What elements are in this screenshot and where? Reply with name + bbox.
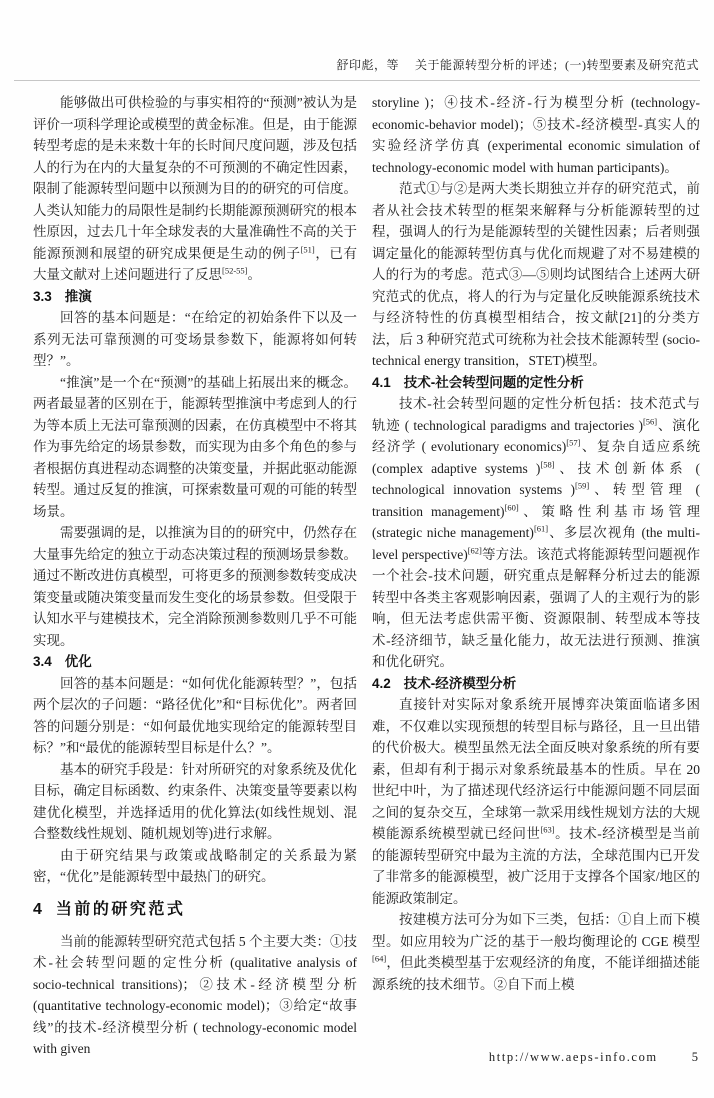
section-title: 技术-社会转型问题的定性分析 [403, 374, 584, 390]
citation-ref: [60] [504, 502, 519, 512]
citation-ref: [51] [300, 244, 315, 254]
section-number: 4.1 [372, 374, 391, 390]
citation-ref: [58] [540, 459, 555, 469]
right-column [372, 92, 700, 1060]
page-number: 5 [691, 1050, 698, 1064]
paragraph: “推演”是一个在“预测”的基础上拓展出来的概念。两者最显著的区别在于，能源转型推演中考虑到人的行为等本质上无法可靠预测的因素，在仿真模型中不将其作为事先给定的场景参数，而实现为由多个角色的参与者根据仿真进程动态调整的决策变量，并据此驱动能源转型。通过反复的推演，可探索数量可观的可能的转型场景。 [33, 374, 357, 519]
paragraph: 回答的基本问题是：“在给定的初始条件下以及一系列无法可靠预测的可变场景参数下，能源将如何转型？”。 [33, 310, 357, 368]
section-title: 技术-经济模型分析 [403, 675, 517, 691]
footer-url: http://www.aeps-info.com [488, 1050, 658, 1064]
section-title: 优化 [64, 654, 92, 669]
header-divider [14, 80, 700, 81]
citation-ref: [59] [575, 480, 590, 491]
citation-ref: [56] [642, 416, 658, 426]
running-head [14, 56, 699, 73]
section-heading [33, 651, 357, 673]
section-number: 4 [33, 900, 42, 918]
paragraph: storyline )；④技术-经济-行为模型分析 (technology-economic-behavior model)；⑤技术-经济模型-真实人的实验经济学仿真 (experimental economic simulation of technology-economic model with human participants)。 [372, 95, 700, 175]
paragraph: 范式①与②是两大类长期独立并存的研究范式，前者从社会技术转型的框架来解释与分析能源转型的过程，强调人的行为是能源转型的关键性因素；后者则强调定量化的能源转型仿真与优化而规避了对不易建模的人的行为的考虑。范式③—⑤则均试图结合上述两大研究范式的优点，将人的行为与定量化反映能源系统技术与经济特性的仿真模型相结合，按文献[21]的分类方法，后 3 种研究范式可统称为社会技术能源转型 (socio-technical energy transition，STET)模型。 [372, 181, 700, 368]
running-head-authors: 舒印彪，等 [336, 58, 399, 72]
paragraph: 技术-社会转型问题的定性分析包括：技术范式与轨迹 ( technological paradigms and trajectories )[56]、演化经济学 ( evolutionary economics)[57]、复杂自适应系统 (complex adaptive systems )[58]、技术创新体系 ( technological innovation systems )[59]、转型管理 ( transition management)[60]、策略性利基市场管理 (strategic niche management)[61]、多层次视角 (the multi-level perspective)[62]等方法。该范式将能源转型问题视作一个社会-技术问题，研究重点是解释分析过去的能源转型中各类主客观影响因素，强调了人的主观行为的影响，但无法考虑供需平衡、资源限制、转型成本等技术-经济细节，缺乏量化能力，故无法进行预测、推演和优化研究。 [372, 396, 701, 669]
article-body [33, 92, 700, 1060]
paragraph: 直接针对实际对象系统开展博弈决策面临诸多困难，不仅难以实现预想的转型目标与路径，且一旦出错的代价极大。模型虽然无法全面反映对象系统的所有要素，但却有利于揭示对象系统最基本的性质。早在 20 世纪中叶，为了描述现代经济运行中能源问题不同层面之间的复杂交互，全球第一款采用线性规划方法的大规模能源系统模型就已经问世[63]。技术-经济模型是当前的能源转型研究中最为主流的方法，全球范围内已开发了非常多的能源模型，被广泛用于支撑各个国家/地区的能源政策制定。 [372, 697, 701, 906]
section-title: 推演 [64, 288, 92, 304]
citation-ref: [63] [540, 824, 555, 835]
left-column [33, 92, 357, 1060]
paragraph: 基本的研究手段是：针对所研究的对象系统及优化目标，确定目标函数、约束条件、决策变量等要素以构建优化模型，并选择适用的优化算法(如线性规划、混合整数线性规划、随机规划等)进行求解。 [33, 761, 357, 841]
paragraph: 当前的能源转型研究范式包括 5 个主要大类：①技术-社会转型问题的定性分析 (qualitative analysis of socio-technical transitions)；②技术-经济模型分析 (quantitative technology-economic model)；③给定“故事线”的技术-经济模型分析 ( technology-economic model with given [33, 933, 357, 1056]
citation-ref: [57] [566, 437, 581, 448]
section-number: 3.4 [33, 654, 52, 669]
section-number: 4.2 [372, 675, 391, 691]
running-head-title: 关于能源转型分析的评述；(一)转型要素及研究范式 [415, 58, 699, 72]
section-heading [372, 673, 700, 695]
citation-ref: [61] [533, 523, 549, 534]
section-heading [33, 899, 357, 921]
page-footer [489, 1050, 698, 1065]
citation-ref: [62] [467, 545, 482, 555]
paragraph: 由于研究结果与政策或战略制定的关系最为紧密，“优化”是能源转型中最热门的研究。 [33, 847, 357, 884]
section-heading [33, 286, 357, 308]
citation-ref: [52-55] [222, 265, 248, 276]
paragraph: 能够做出可供检验的与事实相符的“预测”被认为是评价一项科学理论或模型的黄金标准。但是，由于能源转型考虑的是未来数十年的长时间尺度问题，涉及包括人的行为在内的大量复杂的不可预测的不确定性因素，限制了能源转型问题中以预测为目的的研究的可信度。人类认知能力的局限性是制约长期能源预测研究的根本性原因，过去几十年全球发表的大量准确性不高的关于能源预测和展望的研究成果便是生动的例子[51]，已有大量文献对上述问题进行了反思[52-55]。 [33, 95, 357, 282]
section-number: 3.3 [33, 288, 52, 304]
paragraph: 按建模方法可分为如下三类，包括：①自上而下模型。如应用较为广泛的基于一般均衡理论的 CGE 模型[64]，但此类模型基于宏观经济的角度，不能详细描述能源系统的技术细节。②自下而上模 [372, 912, 700, 992]
citation-ref: [64] [372, 953, 387, 964]
paragraph: 回答的基本问题是：“如何优化能源转型？”，包括两个层次的子问题：“路径优化”和“目标优化”。两者回答的问题分别是：“如何最优地实现给定的能源转型目标？”和“最优的能源转型目标是什么？”。 [33, 675, 357, 755]
paragraph: 需要强调的是，以推演为目的的研究中，仍然存在大量事先给定的独立于动态决策过程的预测场景参数。通过不断改进仿真模型，可将更多的预测参数转变成决策变量或随决策变量而发生变化的场景参数。但受限于认知水平与建模技术，完全消除预测参数则几乎不可能实现。 [33, 525, 357, 648]
section-title: 当前的研究范式 [55, 900, 186, 918]
section-heading [372, 372, 700, 394]
